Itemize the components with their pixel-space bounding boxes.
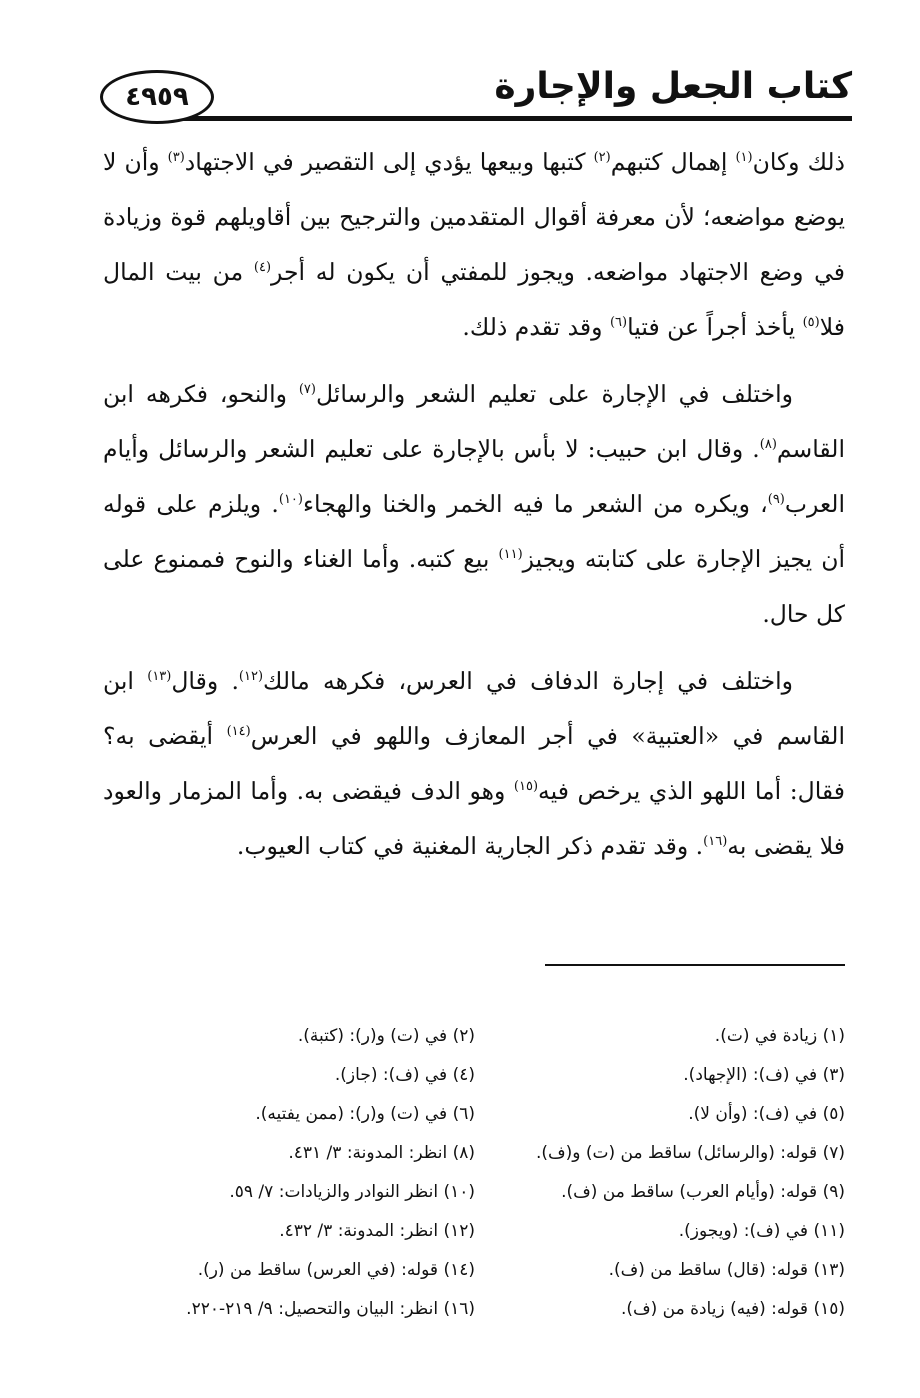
footnote-marker: (١٣) [147,669,172,685]
footnote-row [105,1055,845,1094]
footnote-marker: (٣) [167,150,185,166]
footnote-marker: (٦) [609,315,628,331]
footnote-row [105,1133,845,1172]
text-run: كتبها وبيعها يؤدي إلى التقصير في الاجتهاد [184,148,594,176]
text-run: . وقال [171,667,239,695]
footnotes [105,1016,845,1328]
footnote-item: (١٥) قوله: (فيه) زيادة من (ف). [620,1298,845,1319]
text-run: . ويلزم على قوله أن يجيز الإجارة على كتابته ويجيز [103,490,846,573]
footnote-row [105,1094,845,1133]
page-number: ٤٩٥٩ [100,70,214,124]
page-header [92,62,852,132]
footnote-marker: (١) [735,150,753,166]
footnote-marker: (٥) [802,315,820,331]
footnote-item: (١٤) قوله: (في العرس) ساقط من (ر). [197,1259,475,1280]
text-run: وهو الدف فيقضى به. وأما المزمار والعود فلا يقضى به [103,777,845,860]
footnote-marker: (١٠) [278,492,303,508]
text-run: واختلف في إجارة الدفاف في العرس، فكرهه مالك [263,667,793,695]
text-run: وأن لا يوضع مواضعه؛ لأن معرفة أقوال المتقدمين والترجيح بين أقاويلهم قوة وزيادة في وضع الاجتهاد مواضعه. ويجوز للمفتي أن يكون له أجر [103,148,845,286]
footnote-item: (٢) في (ت) و(ر): (كتبة). [297,1025,475,1046]
footnote-item: (١٠) انظر النوادر والزيادات: ٧/ ٥٩. [229,1181,475,1202]
footnote-marker: (٨) [759,437,777,453]
footnote-item: (١٣) قوله: (قال) ساقط من (ف). [608,1259,845,1280]
running-title: كتاب الجعل والإجارة [494,66,852,107]
footnote-separator [545,964,845,966]
paragraph-3 [103,654,845,874]
footnote-marker: (٩) [767,492,785,508]
text-run: أيقضى به؟ فقال: أما اللهو الذي يرخص فيه [103,722,845,805]
text-run: واختلف في الإجارة على تعليم الشعر والرسائل [315,380,793,408]
text-run: ، ويكره من الشعر ما فيه الخمر والخنا والهجاء [302,490,768,518]
paragraph-2 [103,367,845,642]
footnote-marker: (١٦) [703,834,728,850]
footnote-marker: (١١) [498,547,523,563]
footnote-marker: (٤) [253,260,272,276]
text-run: . وقال ابن حبيب: لا بأس بالإجارة على تعليم الشعر والرسائل وأيام العرب [103,435,845,518]
text-run: . وقد تقدم ذكر الجارية المغنية في كتاب العيوب. [236,832,704,860]
text-run: وقد تقدم ذلك. [462,313,610,341]
text-run: ابن القاسم في «العتبية» في أجر المعازف واللهو في العرس [103,667,845,750]
footnote-marker: (١٤) [226,724,251,740]
footnote-item: (٥) في (ف): (وأن لا). [688,1103,845,1124]
footnote-item: (١٢) انظر: المدونة: ٣/ ٤٣٢. [279,1220,475,1241]
text-run: والنحو، فكرهه ابن القاسم [103,380,845,463]
footnote-item: (١٦) انظر: البيان والتحصيل: ٩/ ٢١٩-٢٢٠. [186,1298,475,1319]
footnote-item: (٦) في (ت) و(ر): (ممن يفتيه). [255,1103,475,1124]
footnote-row [105,1289,845,1328]
footnote-row [105,1016,845,1055]
main-text [103,135,845,874]
header-rule [182,116,852,121]
text-run: إهمال كتبهم [610,148,736,176]
footnote-marker: (١٥) [513,779,539,795]
footnote-item: (٩) قوله: (وأيام العرب) ساقط من (ف). [561,1181,845,1202]
footnote-item: (١١) في (ف): (ويجوز). [678,1220,845,1241]
text-run: من بيت المال فلا [103,258,845,341]
footnote-marker: (٧) [298,382,316,398]
text-run: بيع كتبه. وأما الغناء والنوح فممنوع على كل حال. [103,545,845,628]
text-run: ذلك وكان [752,148,846,176]
footnote-row [105,1211,845,1250]
footnote-item: (٣) في (ف): (الإجهاد). [683,1064,845,1085]
footnote-item: (٨) انظر: المدونة: ٣/ ٤٣١. [288,1142,475,1163]
text-run: يأخذ أجراً عن فتيا [627,313,803,341]
footnote-item: (٤) في (ف): (جاز). [334,1064,475,1085]
footnote-item: (١) زيادة في (ت). [714,1025,845,1046]
footnote-item: (٧) قوله: (والرسائل) ساقط من (ت) و(ف). [535,1142,845,1163]
footnote-row [105,1172,845,1211]
footnote-row [105,1250,845,1289]
footnote-marker: (٢) [593,150,611,166]
footnote-marker: (١٢) [238,669,264,685]
paragraph-1 [103,135,845,355]
